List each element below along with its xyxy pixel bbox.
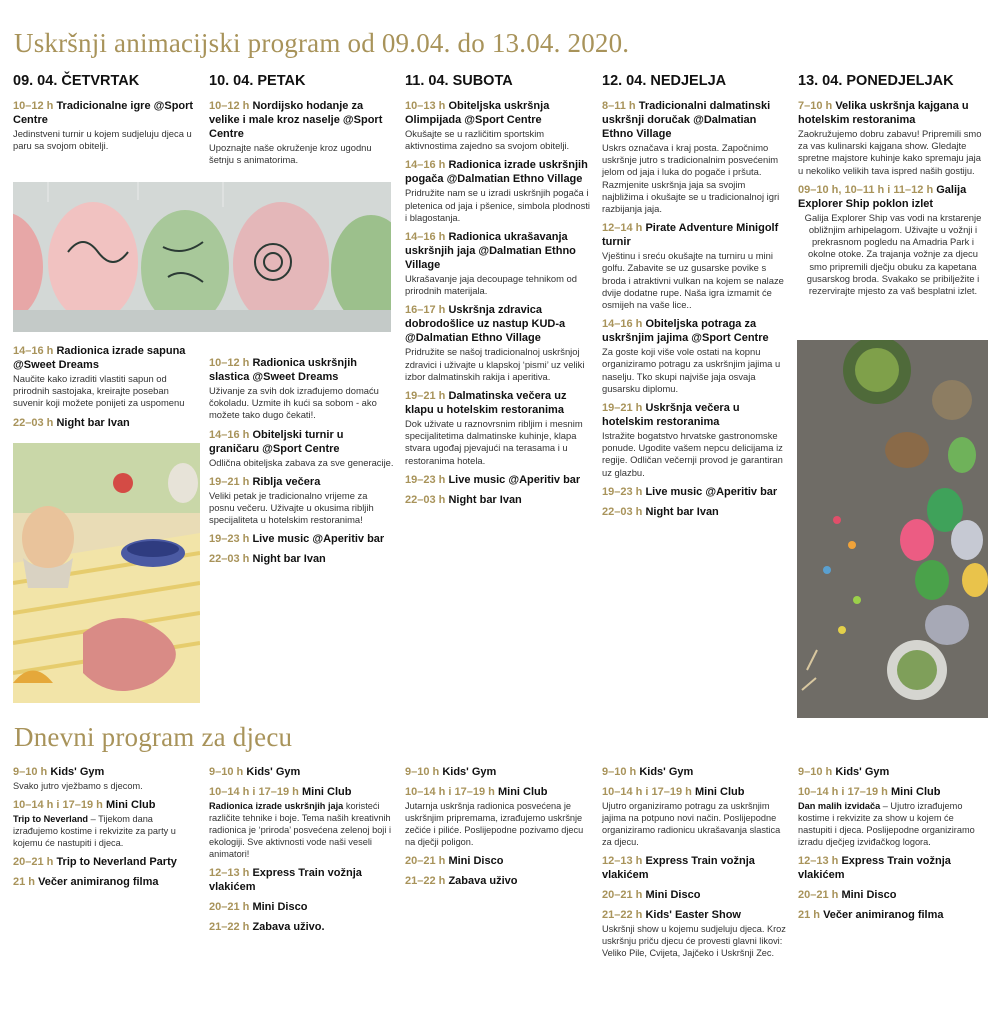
event-time: 12–13 h bbox=[602, 855, 643, 867]
event-time: 9–10 h bbox=[13, 766, 48, 778]
day-heading: 12. 04. NEDJELJA bbox=[602, 73, 727, 89]
event bbox=[798, 785, 988, 848]
event bbox=[209, 532, 395, 546]
day-column-sunday bbox=[602, 73, 788, 525]
event-title: Zabava uživo bbox=[448, 875, 518, 887]
event-title: Live music @Aperitiv bar bbox=[252, 533, 385, 546]
event-time: 21 h bbox=[13, 876, 36, 888]
event bbox=[602, 854, 788, 882]
event bbox=[602, 765, 788, 779]
event-title: Express Train vožnja vlakićem bbox=[209, 867, 362, 893]
day-column-thursday bbox=[13, 73, 199, 158]
event-text: – Ujutro izrađujemo kostime i rekvizite za show u kojem će nastupiti i djeca. Poslijepodne organiziramo izradu dječjeg izviđačkog logora. bbox=[798, 801, 975, 847]
event bbox=[405, 230, 591, 297]
event-title: Obiteljska potraga za uskršnjim jajima @Sport Centre bbox=[602, 318, 769, 345]
event-title: Mini Disco bbox=[252, 901, 308, 913]
event bbox=[602, 401, 788, 479]
event-title: Mini Club bbox=[890, 786, 941, 798]
event-title: Kids' Gym bbox=[246, 766, 301, 778]
event bbox=[798, 765, 988, 779]
event-description bbox=[798, 800, 988, 848]
day-column-saturday bbox=[405, 73, 591, 513]
event-title: Uskršnja večera u hotelskim restoranima bbox=[602, 402, 740, 429]
event bbox=[405, 493, 591, 507]
event bbox=[209, 356, 395, 422]
event bbox=[405, 874, 591, 888]
event-time: 10–12 h bbox=[209, 100, 250, 112]
event-description bbox=[13, 813, 199, 849]
easter-table-illustration bbox=[797, 340, 988, 718]
event bbox=[405, 389, 591, 467]
event-title: Night bar Ivan bbox=[645, 505, 719, 518]
event-title: Night bar Ivan bbox=[56, 416, 130, 429]
event-title: Uskršnja zdravica dobrodošlice uz nastup KUD-a @Dalmatian Ethno Village bbox=[405, 304, 566, 345]
event bbox=[13, 875, 199, 889]
day-column-friday-lower bbox=[209, 356, 395, 572]
event-description: Jedinstveni turnir u kojem sudjeluju djeca u paru sa svojom obitelji. bbox=[13, 128, 192, 152]
event bbox=[13, 765, 199, 792]
easter-table-photo bbox=[797, 340, 988, 718]
event-title: Galija Explorer Ship poklon izlet bbox=[798, 183, 967, 210]
event-time: 10–12 h bbox=[209, 357, 250, 369]
event-description: Jutarnja uskršnja radionica posvećena je uskršnjim pripremama, izrađujemo uskršnje zečiće i piliće. Poslijepodne pozivamo djecu na dječji poligon. bbox=[405, 801, 584, 847]
event-description: Pridružite nam se u izradi uskršnjih pogača i pletenica od jaja i pšenice, simbola plodnosti i blagostanja. bbox=[405, 187, 591, 223]
event-time: 19–21 h bbox=[602, 402, 643, 415]
event-description: Svako jutro vježbamo s djecom. bbox=[13, 781, 143, 791]
kids-program-title: Dnevni program za djecu bbox=[14, 722, 293, 752]
event-title: Večer animiranog filma bbox=[38, 876, 159, 888]
event-time: 22–03 h bbox=[13, 416, 54, 429]
day-heading: 10. 04. PETAK bbox=[209, 73, 306, 89]
event-title: Zabava uživo. bbox=[252, 921, 325, 933]
event bbox=[13, 344, 199, 410]
event-time: 16–17 h bbox=[405, 304, 446, 317]
event-time: 14–16 h bbox=[405, 231, 446, 244]
event bbox=[13, 416, 199, 430]
event bbox=[209, 99, 395, 166]
event-title: Kids' Easter Show bbox=[645, 909, 741, 921]
event-time: 09–10 h, 10–11 h i 11–12 h bbox=[798, 183, 934, 196]
event-time: 10–14 h i 17–19 h bbox=[209, 786, 299, 798]
event bbox=[209, 765, 395, 779]
event-time: 9–10 h bbox=[602, 766, 637, 778]
event-time: 10–13 h bbox=[405, 100, 446, 112]
event-time: 20–21 h bbox=[209, 901, 250, 913]
event-title: Mini Disco bbox=[645, 889, 701, 901]
event-time: 21–22 h bbox=[209, 921, 250, 933]
event-lead: Dan malih izvidača bbox=[798, 801, 881, 811]
event bbox=[209, 428, 395, 469]
event-description: Vještinu i sreću okušajte na turniru u mini golfu. Zabavite se uz gusarske povike s broda i atraktivni vulkan na kojem se nalaze dvije dodatne rupe. Naša igra izmamit će osmijeh na vaše lice.. bbox=[602, 250, 784, 311]
event-time: 12–14 h bbox=[602, 222, 643, 235]
event-title: Kids' Gym bbox=[50, 766, 105, 778]
event bbox=[405, 785, 591, 848]
event-time: 12–13 h bbox=[209, 867, 250, 879]
event-title: Večer animiranog filma bbox=[823, 909, 944, 921]
event bbox=[602, 908, 788, 959]
event-title: Mini Disco bbox=[841, 889, 897, 901]
event-description: Istražite bogatstvo hrvatske gastronomske ponude. Ugodite vašem nepcu delicijama iz regije. Odličan večernji provod je garantiran uz glazbu. bbox=[602, 430, 783, 478]
event bbox=[209, 866, 395, 894]
event-description: Uskršnji show u kojemu sudjeluju djeca. Kroz uskršnju priču djecu će provesti glavni likovi: Veliko Pile, Cvijeta, Jajčeko i Uskršnji Zec. bbox=[602, 924, 786, 958]
event-description: Pridružite se našoj tradicionalnoj uskršnjoj zdravici i uživajte u klapskoj ‘pismi’ uz veliki izbor dalmatinskih rakija i aperitiva. bbox=[405, 346, 585, 382]
event bbox=[209, 552, 395, 566]
kids-column-saturday bbox=[405, 765, 591, 894]
event-time: 20–21 h bbox=[13, 856, 54, 868]
event-title: Night bar Ivan bbox=[252, 553, 326, 566]
event-time: 14–16 h bbox=[13, 345, 54, 357]
event-time: 10–14 h i 17–19 h bbox=[405, 786, 495, 798]
event-description: Ukrašavanje jaja decoupage tehnikom od prirodnih materijala. bbox=[405, 273, 577, 297]
event-title: Kids' Gym bbox=[835, 766, 890, 778]
event-title: Express Train vožnja vlakićem bbox=[798, 855, 951, 881]
event-time: 10–12 h bbox=[13, 100, 54, 112]
event-time: 21 h bbox=[798, 909, 821, 921]
event bbox=[13, 798, 199, 849]
event-time: 14–16 h bbox=[602, 318, 643, 331]
event-lead: Radionica izrade uskršnjih jaja bbox=[209, 801, 344, 811]
event bbox=[13, 855, 199, 869]
event-time: 21–22 h bbox=[405, 875, 446, 887]
event-time: 10–14 h i 17–19 h bbox=[798, 786, 888, 798]
event-title: Riblja večera bbox=[252, 475, 321, 488]
event bbox=[602, 888, 788, 902]
event-description: Upoznajte naše okruženje kroz ugodnu šetnju s animatorima. bbox=[209, 142, 372, 166]
event bbox=[13, 99, 199, 152]
event bbox=[405, 854, 591, 868]
event-title: Mini Club bbox=[105, 799, 156, 811]
event-description: Uskrs označava i kraj posta. Započnimo uskršnje jutro s tradicionalnim posvećenim jelom od jaja i luka do pogače i pršuta. Razmjenite uskršnja jaja sa svojim najbližima i okušajte se u tradicionalnoj igri razbijanja jaja. bbox=[602, 142, 780, 215]
event-time: 21–22 h bbox=[602, 909, 643, 921]
event-time: 10–14 h i 17–19 h bbox=[13, 799, 103, 811]
breakfast-eggs-photo bbox=[13, 443, 200, 703]
day-heading: 13. 04. PONEDJELJAK bbox=[798, 73, 954, 89]
event-time: 14–16 h bbox=[405, 159, 446, 172]
event-description: Za goste koji više vole ostati na kopnu organiziramo potragu za uskršnjim jajima u naselju. Tko skupi najviše jaja osvaja gusarsku diplomu. bbox=[602, 346, 781, 394]
event-title: Radionica izrade uskršnjih pogača @Dalmatian Ethno Village bbox=[405, 159, 588, 186]
event bbox=[405, 303, 591, 383]
event-time: 9–10 h bbox=[405, 766, 440, 778]
event bbox=[209, 900, 395, 914]
event-title: Live music @Aperitiv bar bbox=[448, 473, 581, 486]
event-description: Naučite kako izraditi vlastiti sapun od prirodnih sastojaka, kreirajte poseban suvenir koji možete ponijeti za uspomenu bbox=[13, 373, 185, 409]
event bbox=[798, 183, 988, 297]
event-title: Mini Club bbox=[301, 786, 352, 798]
event bbox=[798, 908, 988, 922]
event-time: 22–03 h bbox=[405, 493, 446, 506]
day-heading: 09. 04. ČETVRTAK bbox=[13, 73, 140, 89]
event-title: Mini Club bbox=[694, 786, 745, 798]
event bbox=[798, 99, 988, 177]
event bbox=[209, 475, 395, 527]
event-time: 19–23 h bbox=[602, 485, 643, 498]
event-title: Pirate Adventure Minigolf turnir bbox=[602, 222, 779, 249]
event bbox=[798, 854, 988, 882]
event bbox=[602, 221, 788, 311]
event-title: Radionica uskršnjih slastica @Sweet Dreams bbox=[209, 357, 357, 383]
event-title: Mini Disco bbox=[448, 855, 504, 867]
event-description: Odlična obiteljska zabava za sve generacije. bbox=[209, 456, 394, 468]
event-title: Kids' Gym bbox=[442, 766, 497, 778]
event-time: 19–21 h bbox=[405, 390, 446, 403]
event bbox=[602, 485, 788, 499]
day-column-thursday-lower bbox=[13, 344, 199, 436]
event-time: 9–10 h bbox=[798, 766, 833, 778]
event-time: 22–03 h bbox=[209, 553, 250, 566]
day-column-friday bbox=[209, 73, 395, 172]
event-time: 10–14 h i 17–19 h bbox=[602, 786, 692, 798]
event-title: Obiteljska uskršnja Olimpijada @Sport Centre bbox=[405, 100, 550, 126]
event-time: 19–21 h bbox=[209, 475, 250, 488]
event-description bbox=[209, 800, 395, 860]
event-text: – Tijekom dana izrađujemo kostime i rekvizite za party u kojemu će nastupiti i djeca. bbox=[13, 814, 176, 848]
event bbox=[405, 99, 591, 152]
event-description: Zaokružujemo dobru zabavu! Pripremili smo za vas kulinarski kajgana show. Gledajte spretne majstore kuhinje kako spremaju jaja u nekoliko velikih tava ispred naših gostiju. bbox=[798, 128, 982, 176]
kids-column-thursday bbox=[13, 765, 199, 895]
event-title: Radionica ukrašavanja uskršnjih jaja @Dalmatian Ethno Village bbox=[405, 231, 576, 272]
kids-column-sunday bbox=[602, 765, 788, 965]
event bbox=[602, 317, 788, 395]
event-title: Mini Club bbox=[497, 786, 548, 798]
main-title: Uskršnji animacijski program od 09.04. do 13.04. 2020. bbox=[14, 28, 630, 58]
event bbox=[602, 99, 788, 215]
event-description: Veliki petak je tradicionalno vrijeme za posnu večeru. Uživajte u okusima ribljih specijaliteta u hotelskim restoranima! bbox=[209, 489, 374, 526]
event-description: Okušajte se u različitim sportskim aktivnostima zajedno sa svojom obitelji. bbox=[405, 128, 570, 152]
event-description: Dok uživate u raznovrsnim ribljim i mesnim specijalitetima dalmatinske kuhinje, klapa stvara ugođaj pjevajući na terasama i u restoranima hotela. bbox=[405, 418, 583, 466]
event-title: Kids' Gym bbox=[639, 766, 694, 778]
kids-column-monday bbox=[798, 765, 988, 928]
event bbox=[405, 473, 591, 487]
easter-eggs-illustration bbox=[13, 182, 391, 332]
event-time: 7–10 h bbox=[798, 100, 833, 112]
event-time: 19–23 h bbox=[209, 533, 250, 546]
day-heading: 11. 04. SUBOTA bbox=[405, 73, 513, 89]
event-title: Velika uskršnja kajgana u hotelskim restoranima bbox=[798, 100, 969, 126]
event-time: 22–03 h bbox=[602, 505, 643, 518]
easter-eggs-photo bbox=[13, 182, 391, 332]
event bbox=[602, 505, 788, 519]
event-time: 19–23 h bbox=[405, 473, 446, 486]
event-title: Nordijsko hodanje za velike i male kroz naselje @Sport Centre bbox=[209, 100, 383, 140]
event-title: Radionica izrade sapuna @Sweet Dreams bbox=[13, 345, 186, 371]
event-title: Night bar Ivan bbox=[448, 493, 522, 506]
event-lead: Trip to Neverland bbox=[13, 814, 89, 824]
event-time: 12–13 h bbox=[798, 855, 839, 867]
event-description: Galija Explorer Ship vas vodi na krstarenje obližnjim arhipelagom. Uživajte u vožnji i prekrasnom pogledu na Amadria Park i okolne otoke. Za trajanja vožnje za djecu smo pripremili dječju obuku za kapetana gusarskog broda. Svakako se pribilježite i rezervirajte mjesto za vaš besplatni izlet. bbox=[804, 211, 982, 297]
event-time: 20–21 h bbox=[405, 855, 446, 867]
event-time: 9–10 h bbox=[209, 766, 244, 778]
event bbox=[209, 785, 395, 860]
event-text: koristeći različite tehnike i boje. Tema naših kreativnih radionica je ‘priroda’ posvećena zelenoj boji i ekologiji. Sve aktivnosti vode naši veseli animatori! bbox=[209, 801, 391, 859]
event-title: Tradicionalni dalmatinski uskršnji doručak @Dalmatian Ethno Village bbox=[602, 100, 771, 140]
breakfast-illustration bbox=[13, 443, 200, 703]
event bbox=[209, 920, 395, 934]
event-time: 8–11 h bbox=[602, 100, 636, 112]
event bbox=[798, 888, 988, 902]
event-title: Dalmatinska večera uz klapu u hotelskim restoranima bbox=[405, 390, 567, 417]
event-title: Trip to Neverland Party bbox=[56, 856, 177, 868]
event-title: Tradicionalne igre @Sport Centre bbox=[13, 100, 194, 126]
event-time: 20–21 h bbox=[798, 889, 839, 901]
day-column-monday bbox=[798, 73, 988, 303]
event-time: 14–16 h bbox=[209, 428, 250, 441]
event-title: Live music @Aperitiv bar bbox=[645, 485, 778, 498]
kids-column-friday bbox=[209, 765, 395, 940]
event bbox=[405, 158, 591, 224]
event-title: Express Train vožnja vlakićem bbox=[602, 855, 755, 881]
event-title: Obiteljski turnir u graničaru @Sport Centre bbox=[209, 428, 344, 455]
event bbox=[405, 765, 591, 779]
event-description: Uživanje za svih dok izrađujemo domaću čokoladu. Uzmite ih kući sa sobom - ako možete tako dugo čekati!. bbox=[209, 385, 379, 421]
event-description: Ujutro organiziramo potragu za uskršnjim jajima na potpuno novi način. Poslijepodne organiziramo radionicu ukrašavanja slastica za djecu. bbox=[602, 801, 781, 847]
event-time: 20–21 h bbox=[602, 889, 643, 901]
event bbox=[602, 785, 788, 848]
